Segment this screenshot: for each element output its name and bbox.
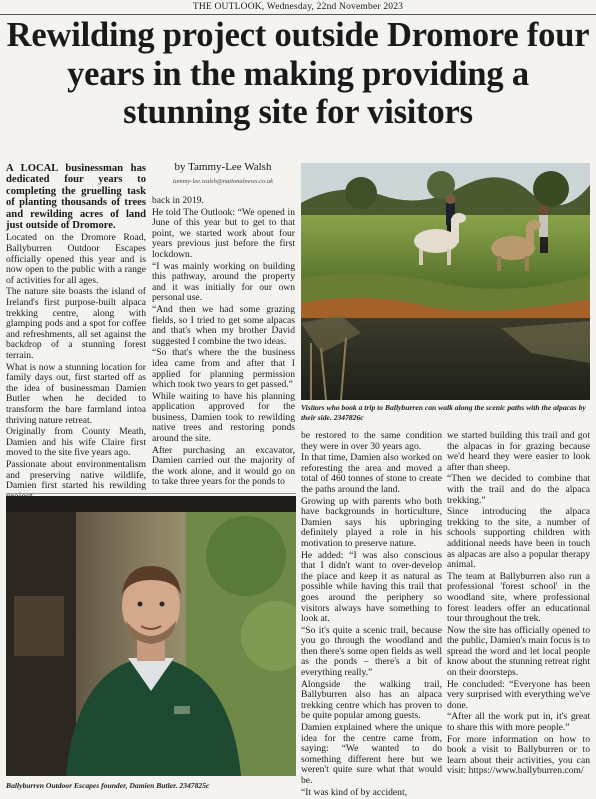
- masthead: THE OUTLOOK, Wednesday, 22nd November 2023: [0, 0, 596, 15]
- col2-paragraph: He told The Outlook: “We opened in June of this year but to get to that point, we started work about four years previous just before the first lockdown.: [152, 206, 295, 260]
- col4-paragraph: “After all the work put in, it's great to share this with more people.”: [447, 711, 590, 734]
- col1-paragraph: A LOCAL businessman has dedicated four years to completing the gruelling task of planting thousands of trees and rewilding acres of land just outside of Dromore.: [6, 163, 146, 232]
- article-column-4: [447, 431, 590, 795]
- col4-paragraph: we started building this trail and got the alpacas in for grazing because we'd heard they were easier to look after than sheep.: [447, 430, 590, 473]
- article-column-3: [301, 430, 442, 798]
- article-column-2: [152, 196, 295, 491]
- col1-paragraph: Located on the Dromore Road, Ballyburren Outdoor Escapes officially opened this year and is now open to the public with a range of activities for all ages.: [6, 232, 146, 286]
- section-divider: [6, 493, 296, 494]
- col2-paragraph: After purchasing an excavator, Damien carried out the majority of the work alone, and it would go on to take three years for the ponds to: [152, 444, 295, 488]
- col3-paragraph: be restored to the same condition they were in over 30 years ago.: [301, 430, 442, 452]
- col2-paragraph: “And then we had some grazing fields, so I tried to get some alpacas and that's when my brother David suggested I combine the two ideas.: [152, 303, 295, 347]
- col3-paragraph: “It was kind of by accident,: [301, 786, 408, 798]
- author-email: tammy-lee.walsh@nationalnews.co.uk: [172, 178, 274, 185]
- headline: Rewilding project outside Dromore four years in the making providing a stunning site for visitors: [6, 16, 590, 131]
- article-column-1: [6, 163, 146, 492]
- col3-paragraph: Alongside the walking trail, Ballyburren also has an alpaca trekking centre which has proven to be quite popular among guests.: [301, 678, 442, 722]
- founder-portrait-photo: [6, 496, 296, 776]
- col2-paragraph: “So that's where the the business idea came from and after that I applied for planning permission which took two years to get passed.”: [152, 347, 295, 391]
- col4-paragraph: Now the site has officially opened to the public, Damien's main focus is to spread the word and let local people know about the stunning retreat right on their doorsteps.: [447, 624, 590, 679]
- col1-paragraph: Originally from County Meath, Damien and his wife Claire first moved to the site five years ago.: [6, 426, 146, 459]
- col4-paragraph: Since introducing the alpaca trekking to the site, a number of schools supporting children with additional needs have been in touch as alpacas are also a popular therapy animal.: [447, 506, 590, 571]
- caption-bottom: Ballyburren Outdoor Escapes founder, Damien Butler. 2347825c: [6, 781, 210, 790]
- col3-paragraph: Growing up with parents who both have backgrounds in horticulture, Damien says his upbringing definitely played a role in his motivation to preserve nature.: [301, 495, 442, 549]
- col2-paragraph: back in 2019.: [152, 195, 204, 206]
- alpaca-trek-photo: [301, 163, 590, 400]
- col4-paragraph: The team at Ballyburren also run a professional 'forest school' in the woodland site, where professional forest leaders offer an educational tour throughout the trek.: [447, 570, 590, 625]
- col2-paragraph: “I was mainly working on building this pathway, around the property and it was initially for our own personal use.: [152, 260, 295, 304]
- col4-paragraph: He concluded: “Everyone has been very surprised with everything we've done.: [447, 678, 590, 711]
- col1-paragraph: What is now a stunning location for family days out, first started off as the idea of businessman Damien Butler when he decided to transform the bare farmland intoa thriving nature retreat.: [6, 361, 146, 426]
- col4-paragraph: For more information on how to book a visit to Ballyburren or to learn about their activities, you can visit: https://www.ballyburren.com/: [447, 733, 590, 777]
- founder-portrait-image: [6, 496, 296, 776]
- alpaca-trek-image: [301, 163, 590, 400]
- col3-paragraph: He added: “I was also conscious that I didn't want to over-develop the place and keep it as natural as possible while having this trail that goes around the periphery so visitors always have something to look at.: [301, 549, 442, 625]
- caption-top: Visitors who book a trip to Ballyburren can walk along the scenic paths with the alpacas by their side. 2347826c: [301, 403, 586, 422]
- col1-paragraph: Passionate about environmentalism and preserving native wildlife, Damien first started his rewilding: [6, 458, 146, 492]
- col1-paragraph: The nature site boasts the island of Ireland's first purpose-built alpaca trekking centre, along with glamping pods and a spot for coffee and refreshments, all set against the backdrop of a stunning forest terrain.: [6, 286, 146, 361]
- col2-paragraph: While waiting to have his planning application approved for the business, Damien took to rewilding native trees and restoring ponds around the site.: [152, 390, 295, 445]
- col3-paragraph: “So it's quite a scenic trail, because you go through the woodland and then there's some open fields as well as the ponds – there's a bit of everything really.”: [301, 624, 442, 679]
- col3-paragraph: Damien explained where the unique idea for the centre came from, saying: “We wanted to do something different here but we weren't quite sure what that would be.: [301, 722, 442, 786]
- col3-paragraph: In that time, Damien also worked on reforesting the area and moved a total of 460 tonnes of stone to create the paths around the land.: [301, 452, 442, 495]
- byline: by Tammy-Lee Walsh: [174, 161, 272, 173]
- col4-paragraph: “Then we decided to combine that with the trail and do the alpaca trekking.”: [447, 473, 590, 506]
